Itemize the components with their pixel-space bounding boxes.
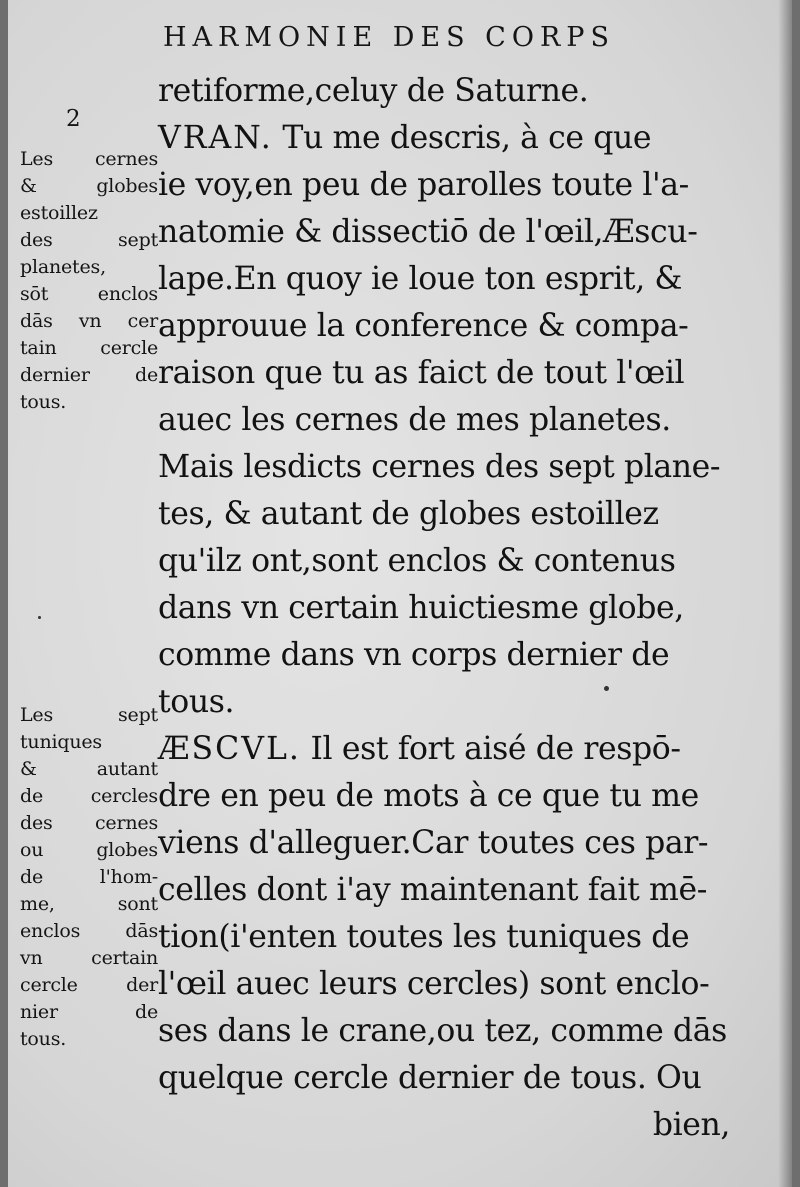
text-line: [158, 350, 748, 397]
line-text: ses dans le crane,ou tez, comme dās: [158, 1013, 727, 1049]
margin-note-line: dernier de: [20, 364, 158, 386]
line-text: quelque cercle dernier de tous. Ou: [158, 1060, 702, 1096]
text-line: [158, 632, 748, 679]
text-line: [158, 397, 748, 444]
text-line: [158, 538, 748, 585]
line-text: viens d'alleguer.Car toutes ces par-: [158, 825, 709, 861]
margin-note-line: tous.: [20, 1028, 67, 1050]
line-text: Tu me descris, à ce que: [272, 120, 652, 156]
line-text: dre en peu de mots à ce que tu me: [158, 778, 699, 814]
margin-note-line: planetes,: [20, 256, 106, 278]
ink-speck: [604, 686, 609, 691]
margin-note-line: des cernes: [20, 812, 158, 834]
line-text: Mais lesdicts cernes des sept plane-: [158, 449, 721, 485]
text-line: [158, 303, 748, 350]
text-line: [158, 444, 748, 491]
margin-note-line: & autant: [20, 758, 158, 780]
main-text: [158, 68, 748, 1149]
margin-note-line: tain cercle: [20, 337, 158, 359]
text-line: [158, 115, 748, 162]
margin-note-line: des sept: [20, 229, 158, 251]
line-text: l'œil auec leurs cercles) sont enclo-: [158, 966, 710, 1002]
line-text: Il est fort aisé de respō-: [300, 731, 681, 767]
text-line: [158, 961, 748, 1008]
catchword: bien,: [652, 1107, 730, 1143]
margin-note-line: Les cernes: [20, 148, 158, 170]
text-line: [158, 914, 748, 961]
catchword-line: [158, 1102, 748, 1149]
line-text: dans vn certain huictiesme globe,: [158, 590, 684, 626]
line-text: ie voy,en peu de parolles toute l'a-: [158, 167, 689, 203]
text-line: [158, 773, 748, 820]
running-head: HARMONIE DES CORPS: [163, 22, 615, 53]
margin-note-line: & globes: [20, 175, 158, 197]
line-text: tion(i'enten toutes les tuniques de: [158, 919, 690, 955]
book-page: [8, 0, 792, 1187]
line-text: raison que tu as faict de tout l'œil: [158, 355, 685, 391]
text-line: [158, 209, 748, 256]
margin-note-line: vn certain: [20, 947, 158, 969]
margin-note-line: estoillez: [20, 202, 98, 224]
line-text: retiforme,celuy de Saturne.: [158, 73, 589, 109]
margin-note-line: me, sont: [20, 893, 158, 915]
text-line: [158, 1055, 748, 1102]
text-line: [158, 820, 748, 867]
line-text: comme dans vn corps dernier de: [158, 637, 670, 673]
text-line: [158, 679, 748, 726]
line-text: tous.: [158, 684, 235, 720]
margin-number: 2: [66, 106, 81, 132]
margin-note-line: sōt enclos: [20, 283, 158, 305]
margin-note-line: enclos dās: [20, 920, 158, 942]
margin-note-line: tuniques: [20, 731, 102, 753]
speaker-name: ÆSCVL.: [158, 731, 301, 767]
text-line: [158, 256, 748, 303]
margin-note-line: tous.: [20, 391, 67, 413]
text-line: [158, 68, 748, 115]
line-text: approuue la conference & compa-: [158, 308, 689, 344]
line-text: natomie & dissectiō de l'œil,Æscu-: [158, 214, 698, 250]
page-gutter-shadow: [778, 0, 792, 1187]
margin-note-1: [20, 146, 158, 416]
line-text: auec les cernes de mes planetes.: [158, 402, 671, 438]
text-line: [158, 726, 748, 773]
text-line: [158, 162, 748, 209]
text-line: [158, 491, 748, 538]
margin-note-line: de l'hom-: [20, 866, 158, 888]
text-line: [158, 585, 748, 632]
text-line: [158, 1008, 748, 1055]
line-text: tes, & autant de globes estoillez: [158, 496, 659, 532]
line-text: celles dont i'ay maintenant fait mē-: [158, 872, 707, 908]
line-text: lape.En quoy ie loue ton esprit, &: [158, 261, 683, 297]
margin-note-line: nier de: [20, 1001, 158, 1023]
margin-note-2: [20, 702, 158, 1053]
margin-note-line: ou globes: [20, 839, 158, 861]
margin-note-line: cercle der: [20, 974, 158, 996]
margin-note-line: de cercles: [20, 785, 158, 807]
line-text: qu'ilz ont,sont enclos & contenus: [158, 543, 676, 579]
margin-note-line: Les sept: [20, 704, 158, 726]
text-line: [158, 867, 748, 914]
margin-note-line: dās vn cer: [20, 310, 158, 332]
ink-speck: [38, 616, 41, 619]
speaker-name: VRAN.: [158, 120, 273, 156]
